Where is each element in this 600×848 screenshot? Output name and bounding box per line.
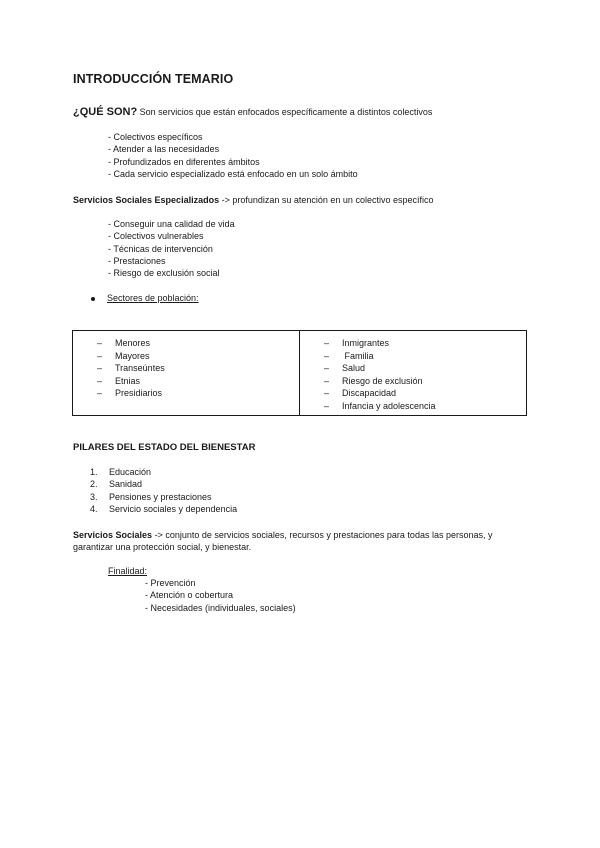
pilares-heading: PILARES DEL ESTADO DEL BIENESTAR	[73, 442, 256, 453]
list-item: - Prevención	[145, 578, 196, 588]
especializados-text: -> profundizan su atención en un colectivo específico	[219, 195, 434, 205]
list-item: - Técnicas de intervención	[108, 243, 213, 254]
que-son-paragraph	[73, 106, 432, 118]
list-item: - Prestaciones	[108, 255, 166, 266]
table-row: – Menores	[97, 338, 151, 348]
sectores-bullet	[91, 293, 199, 303]
especializados-label: Servicios Sociales Especializados	[73, 195, 220, 205]
table-row: – Inmigrantes	[324, 338, 390, 348]
table-row: – Salud	[324, 363, 366, 373]
list-item: 1. Educación	[90, 467, 152, 477]
table-row: – Familia	[324, 350, 374, 361]
table-row: – Riesgo de exclusión	[324, 375, 423, 386]
list-item: - Necesidades (individuales, sociales)	[145, 602, 296, 613]
list-item: 3. Pensiones y prestaciones	[90, 491, 212, 502]
list-item: - Atender a las necesidades	[108, 144, 220, 155]
list-item: - Atención o cobertura	[145, 590, 234, 601]
especializados-paragraph	[73, 194, 433, 206]
list-item: - Conseguir una calidad de vida	[108, 219, 235, 229]
table-row: – Transeúntes	[97, 363, 165, 373]
sectores-table	[72, 330, 527, 416]
que-son-label: ¿QUÉ SON?	[73, 106, 138, 118]
list-item: - Cada servicio especializado está enfocado en un solo ámbito	[108, 168, 358, 179]
list-item: 4. Servicio sociales y dependencia	[90, 503, 238, 514]
table-row: – Mayores	[97, 350, 150, 361]
finalidad-list	[145, 577, 296, 614]
sectores-right-cell	[300, 331, 527, 416]
list-item: 2. Sanidad	[90, 479, 143, 490]
table-row: – Infancia y adolescencia	[324, 400, 436, 411]
que-son-text: Son servicios que están enfocados específicamente a distintos colectivos	[137, 107, 433, 117]
table-row: – Presidiarios	[97, 388, 163, 398]
table-row: – Discapacidad	[324, 388, 397, 398]
bullet-icon	[91, 297, 95, 301]
servicios-sociales-paragraph	[73, 529, 528, 554]
que-son-list	[108, 131, 358, 180]
list-item: - Profundizados en diferentes ámbitos	[108, 156, 260, 167]
page-title: INTRODUCCIÓN TEMARIO	[73, 72, 234, 86]
sectores-label: Sectores de población:	[107, 293, 199, 303]
servicios-sociales-label: Servicios Sociales	[73, 530, 153, 540]
servicios-sociales-text: -> conjunto de servicios sociales, recursos y prestaciones para todas las personas, y garantizar una protección social, y bienestar.	[73, 530, 493, 553]
table-row: – Etnias	[97, 375, 141, 386]
finalidad-label: Finalidad:	[108, 566, 148, 576]
list-item: - Colectivos específicos	[108, 132, 203, 142]
list-item: - Riesgo de exclusión social	[108, 268, 220, 279]
especializados-list	[108, 218, 235, 279]
sectores-left-cell	[73, 331, 300, 416]
pilares-list	[90, 466, 237, 515]
list-item: - Colectivos vulnerables	[108, 231, 204, 242]
